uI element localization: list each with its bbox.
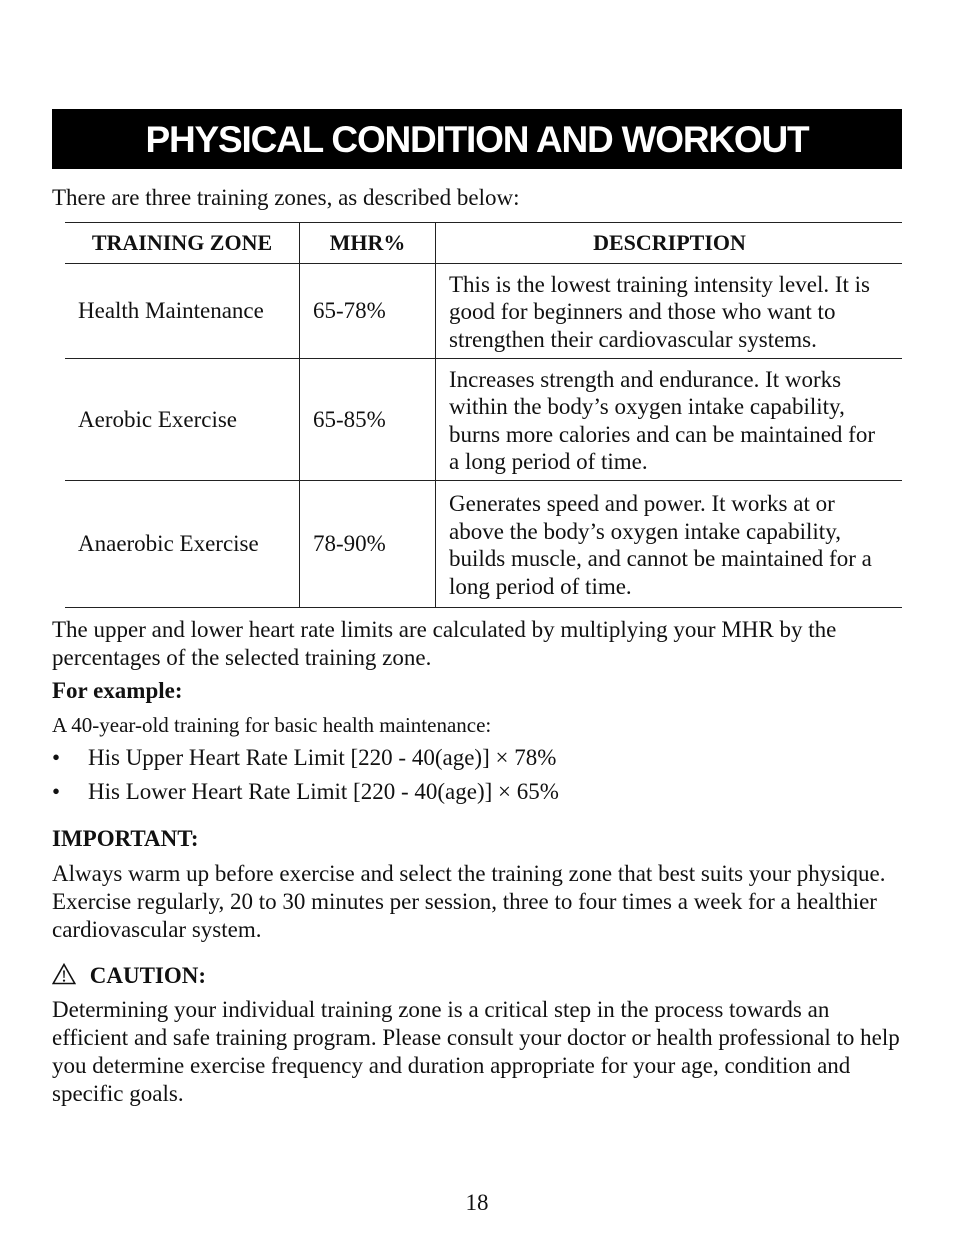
intro-text: There are three training zones, as described below: bbox=[52, 185, 520, 210]
example-list bbox=[52, 744, 559, 812]
table-row bbox=[65, 359, 902, 481]
page-number: 18 bbox=[465, 1190, 489, 1215]
header-mhr: MHR% bbox=[300, 223, 436, 264]
zone-description: Generates speed and power. It works at or above the body’s oxygen intake capability, builds muscle, and cannot be maintained for a long period of time. bbox=[436, 481, 903, 608]
zone-mhr: 78-90% bbox=[300, 481, 436, 608]
lower-limit-text: His Lower Heart Rate Limit [220 - 40(age)] × 65% bbox=[88, 779, 559, 804]
caution-text: Determining your individual training zone is a critical step in the process towards an efficient and safe training program. Please consult your doctor or health professional to help you determine exercise frequency and duration appropriate for your age, condition and specific goals. bbox=[52, 997, 900, 1106]
caution-heading-row bbox=[52, 962, 206, 990]
zone-mhr: 65-85% bbox=[300, 359, 436, 481]
table-header-row bbox=[65, 223, 902, 264]
zone-description: This is the lowest training intensity level. It is good for beginners and those who want to strengthen their cardiovascular systems. bbox=[436, 264, 903, 359]
warning-triangle-icon bbox=[52, 963, 90, 988]
header-training-zone: TRAINING ZONE bbox=[65, 223, 300, 264]
header-description: DESCRIPTION bbox=[436, 223, 903, 264]
table-row bbox=[65, 264, 902, 359]
zone-description: Increases strength and endurance. It works within the body’s oxygen intake capability, burns more calories and can be maintained for a long period of time. bbox=[436, 359, 903, 481]
page-title: PHYSICAL CONDITION AND WORKOUT bbox=[52, 109, 902, 169]
list-item bbox=[52, 778, 559, 812]
list-item bbox=[52, 744, 559, 778]
zone-name: Anaerobic Exercise bbox=[65, 481, 300, 608]
training-zones-table bbox=[65, 222, 902, 608]
example-heading: For example: bbox=[52, 678, 183, 703]
caution-heading: CAUTION: bbox=[89, 963, 207, 988]
upper-limit-text: His Upper Heart Rate Limit [220 - 40(age)] × 78% bbox=[88, 745, 557, 770]
limits-paragraph: The upper and lower heart rate limits are calculated by multiplying your MHR by the percentages of the selected training zone. bbox=[52, 617, 837, 670]
important-text: Always warm up before exercise and select the training zone that best suits your physique. Exercise regularly, 20 to 30 minutes per session, three to four times a week for a healthier cardiovascular system. bbox=[52, 861, 886, 942]
bullet-marker: • bbox=[52, 745, 61, 770]
table-row bbox=[65, 481, 902, 608]
important-heading: IMPORTANT: bbox=[52, 826, 199, 851]
example-lead: A 40-year-old training for basic health maintenance: bbox=[52, 713, 492, 737]
zone-mhr: 65-78% bbox=[300, 264, 436, 359]
bullet-marker: • bbox=[52, 779, 61, 804]
zone-name: Health Maintenance bbox=[65, 264, 300, 359]
zone-name: Aerobic Exercise bbox=[65, 359, 300, 481]
